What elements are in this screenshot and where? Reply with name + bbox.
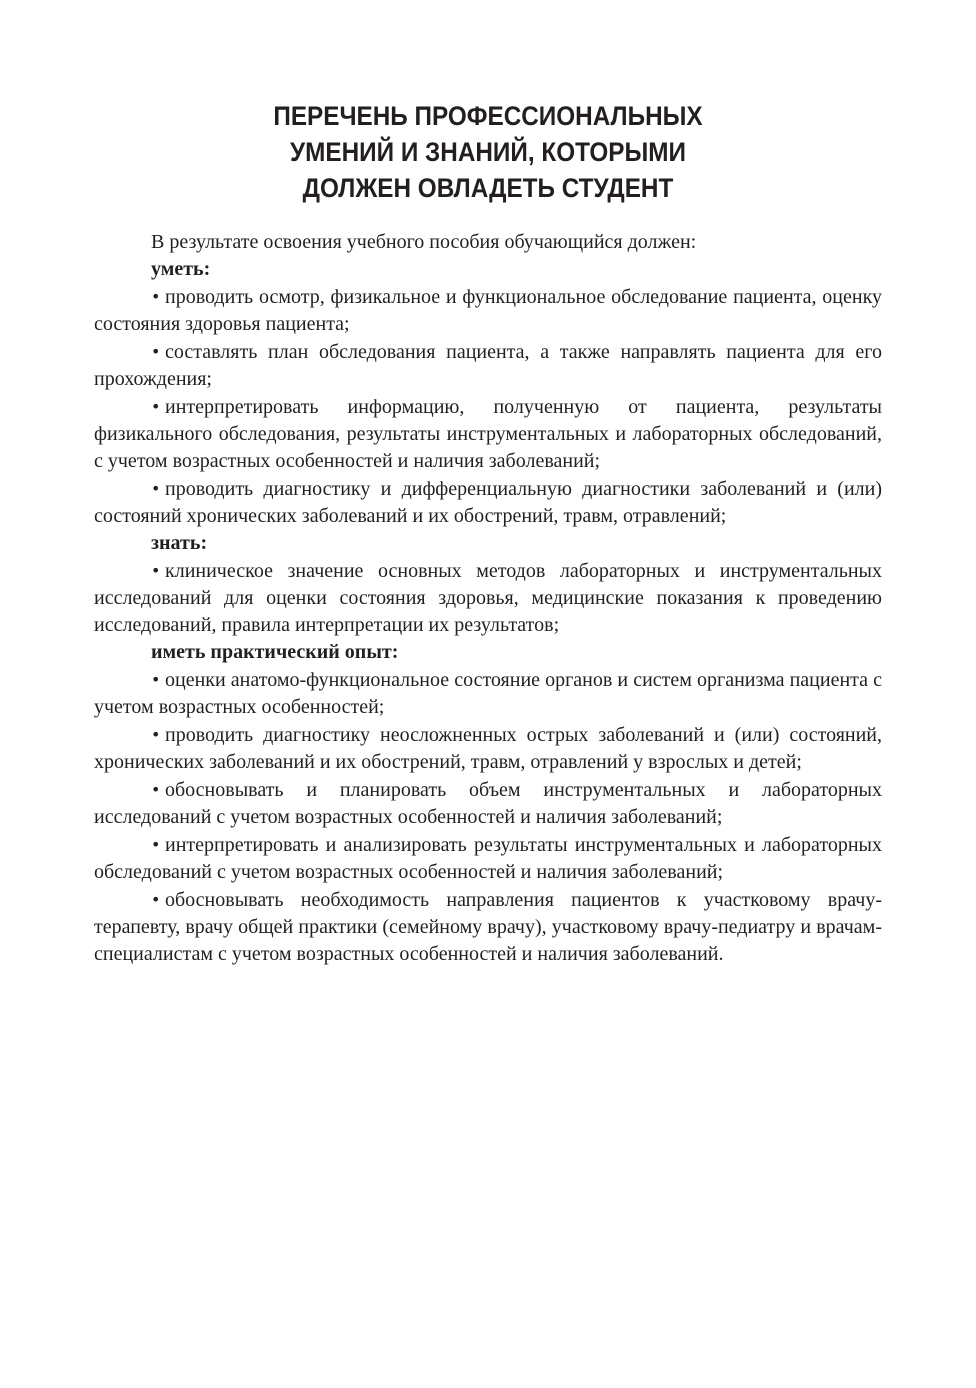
bullet-icon: • xyxy=(151,890,161,909)
list-item-text: проводить осмотр, физикальное и функциональное обследование пациента, оценку состояния здоровья пациента; xyxy=(94,286,882,335)
title-line: ДОЛЖЕН ОВЛАДЕТЬ СТУДЕНТ xyxy=(302,173,674,203)
list-item-text: проводить диагностику и дифференциальную диагностики заболеваний и (или) состояний хронических заболеваний и их обострений, травм, отравлений; xyxy=(94,478,882,527)
list-item-text: обосновывать необходимость направления пациентов к участковому врачу-терапевту, врачу общей практики (семейному врачу), участковому врачу-педиатру и врачам-специалистам с учетом возрастных особенностей и наличия заболеваний. xyxy=(94,889,882,965)
list-item xyxy=(94,338,882,393)
bullet-icon: • xyxy=(151,725,161,744)
list-item xyxy=(94,475,882,530)
list-item xyxy=(94,283,882,338)
list-item xyxy=(94,393,882,475)
list-item-text: проводить диагностику неосложненных острых заболеваний и (или) состояний, хронических заболеваний и их обострений, травм, отравлений у взрослых и детей; xyxy=(94,724,882,773)
bullet-icon: • xyxy=(151,670,161,689)
title-line: ПЕРЕЧЕНЬ ПРОФЕССИОНАЛЬНЫХ xyxy=(273,101,703,131)
section-heading-experience: иметь практический опыт: xyxy=(151,641,399,663)
list-item xyxy=(94,776,882,831)
list-item xyxy=(94,721,882,776)
bullet-icon: • xyxy=(151,561,161,580)
list-item-text: оценки анатомо-функциональное состояние органов и систем организма пациента с учетом возрастных особенностей; xyxy=(94,669,882,718)
intro-paragraph: В результате освоения учебного пособия обучающийся должен: xyxy=(151,231,697,253)
list-item-text: составлять план обследования пациента, а также направлять пациента для его прохождения; xyxy=(94,341,882,390)
list-item xyxy=(94,666,882,721)
section-heading-knowledge: знать: xyxy=(151,532,208,554)
document-body xyxy=(94,229,882,968)
list-item-text: клиническое значение основных методов лабораторных и инструментальных исследований для оценки состояния здоровья, медицинские показания к проведению исследований, правила интерпретации их результатов; xyxy=(94,560,882,636)
list-item-text: обосновывать и планировать объем инструментальных и лабораторных исследований с учетом возрастных особенностей и наличия заболеваний; xyxy=(94,779,882,828)
bullet-icon: • xyxy=(151,780,161,799)
bullet-icon: • xyxy=(151,287,161,306)
list-item-text: интерпретировать и анализировать результаты инструментальных и лабораторных обследований с учетом возрастных особенностей и наличия заболеваний; xyxy=(94,834,882,883)
list-item-text: интерпретировать информацию, полученную от пациента, результаты физикального обследования, результаты инструментальных и лабораторных обследований, с учетом возрастных особенностей и наличия заболеваний; xyxy=(94,396,882,472)
bullet-icon: • xyxy=(151,479,161,498)
list-item xyxy=(94,886,882,968)
title-line: УМЕНИЙ И ЗНАНИЙ, КОТОРЫМИ xyxy=(290,137,686,167)
list-item xyxy=(94,557,882,639)
bullet-icon: • xyxy=(151,342,161,361)
section-heading-skills: уметь: xyxy=(151,258,211,280)
bullet-icon: • xyxy=(151,835,161,854)
list-item xyxy=(94,831,882,886)
bullet-icon: • xyxy=(151,397,161,416)
page-title xyxy=(49,98,927,206)
